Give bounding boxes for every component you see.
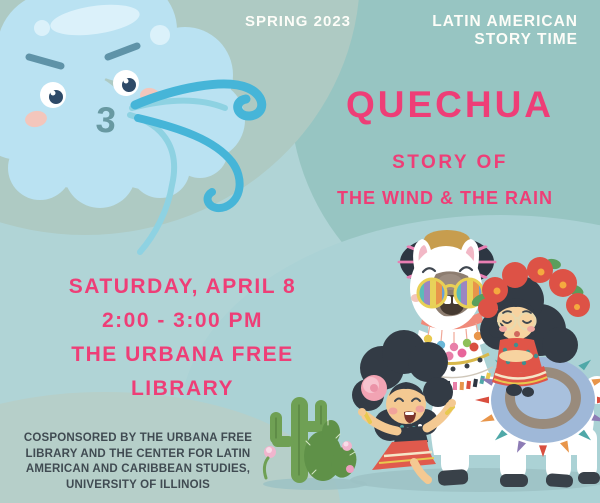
riding-girl-mouth xyxy=(514,331,520,337)
event-date: SATURDAY, APRIL 8 xyxy=(68,275,297,298)
sponsor-credits xyxy=(12,431,264,493)
event-time: 2:00 - 3:00 PM xyxy=(101,309,264,332)
sponsor-line2: LIBRARY AND THE CENTER FOR LATIN xyxy=(25,447,251,460)
sponsor-line1: COSPONSORED BY THE URBANA FREE xyxy=(23,432,253,444)
event-location-line2: LIBRARY xyxy=(130,377,235,400)
sponsor-line4: UNIVERSITY OF ILLINOIS xyxy=(65,478,211,491)
subtitle-line2: THE WIND & THE RAIN xyxy=(337,188,553,208)
poster-title: QUECHUA xyxy=(345,84,555,125)
program-title-line2: STORY TIME xyxy=(474,31,578,48)
cloud-kissing-mouth: 3 xyxy=(94,98,118,141)
sponsor-line3: AMERICAN AND CARIBBEAN STUDIES, xyxy=(25,463,251,475)
program-title-line1: LATIN AMERICAN xyxy=(432,13,578,30)
event-details xyxy=(10,270,355,406)
program-title xyxy=(432,13,578,49)
hair-flower-icon xyxy=(361,375,387,401)
cactus-icon xyxy=(264,397,360,483)
season-label: SPRING 2023 xyxy=(244,13,352,30)
event-location-line1: THE URBANA FREE xyxy=(71,343,294,366)
subtitle-line1: STORY OF xyxy=(392,152,508,173)
riding-girl-arms xyxy=(499,350,533,362)
dancing-girl xyxy=(352,330,456,480)
